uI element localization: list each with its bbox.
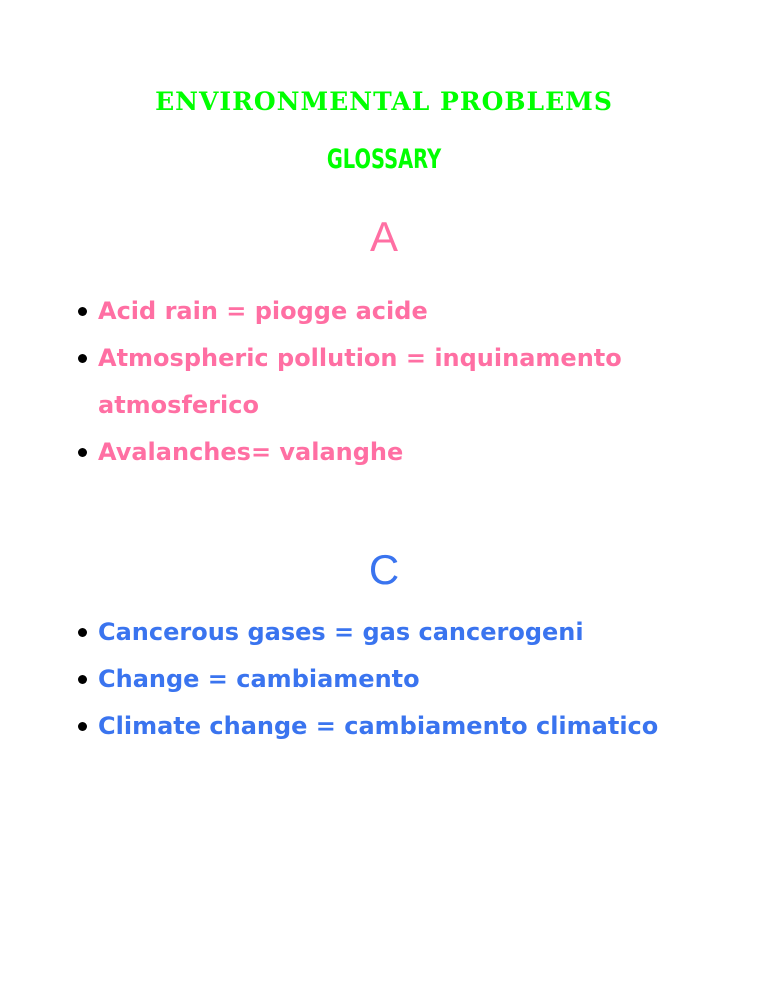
section-letter-c: C [368, 546, 400, 593]
bullet-icon [78, 628, 87, 637]
term-text: Climate change = cambiamento climatico [98, 712, 659, 740]
list-item [78, 288, 718, 335]
term-text: Avalanches= valanghe [98, 438, 404, 466]
section-c-list [78, 609, 718, 750]
section-letter-a: A [369, 213, 398, 260]
bullet-icon [78, 354, 87, 363]
section-a-list [78, 288, 718, 476]
page-subtitle: GLOSSARY [326, 144, 442, 175]
list-item [78, 335, 718, 429]
term-text: Acid rain = piogge acide [98, 297, 428, 325]
bullet-icon [78, 307, 87, 316]
term-text: Cancerous gases = gas cancerogeni [98, 618, 584, 646]
bullet-icon [78, 448, 87, 457]
bullet-icon [78, 675, 87, 684]
bullet-icon [78, 722, 87, 731]
list-item [78, 703, 718, 750]
term-text: Atmospheric pollution = inquinamento atmosferico [98, 344, 622, 419]
term-text: Change = cambiamento [98, 665, 420, 693]
list-item [78, 609, 718, 656]
list-item [78, 656, 718, 703]
page-title: ENVIRONMENTAL PROBLEMS [155, 87, 613, 116]
list-item [78, 429, 718, 476]
